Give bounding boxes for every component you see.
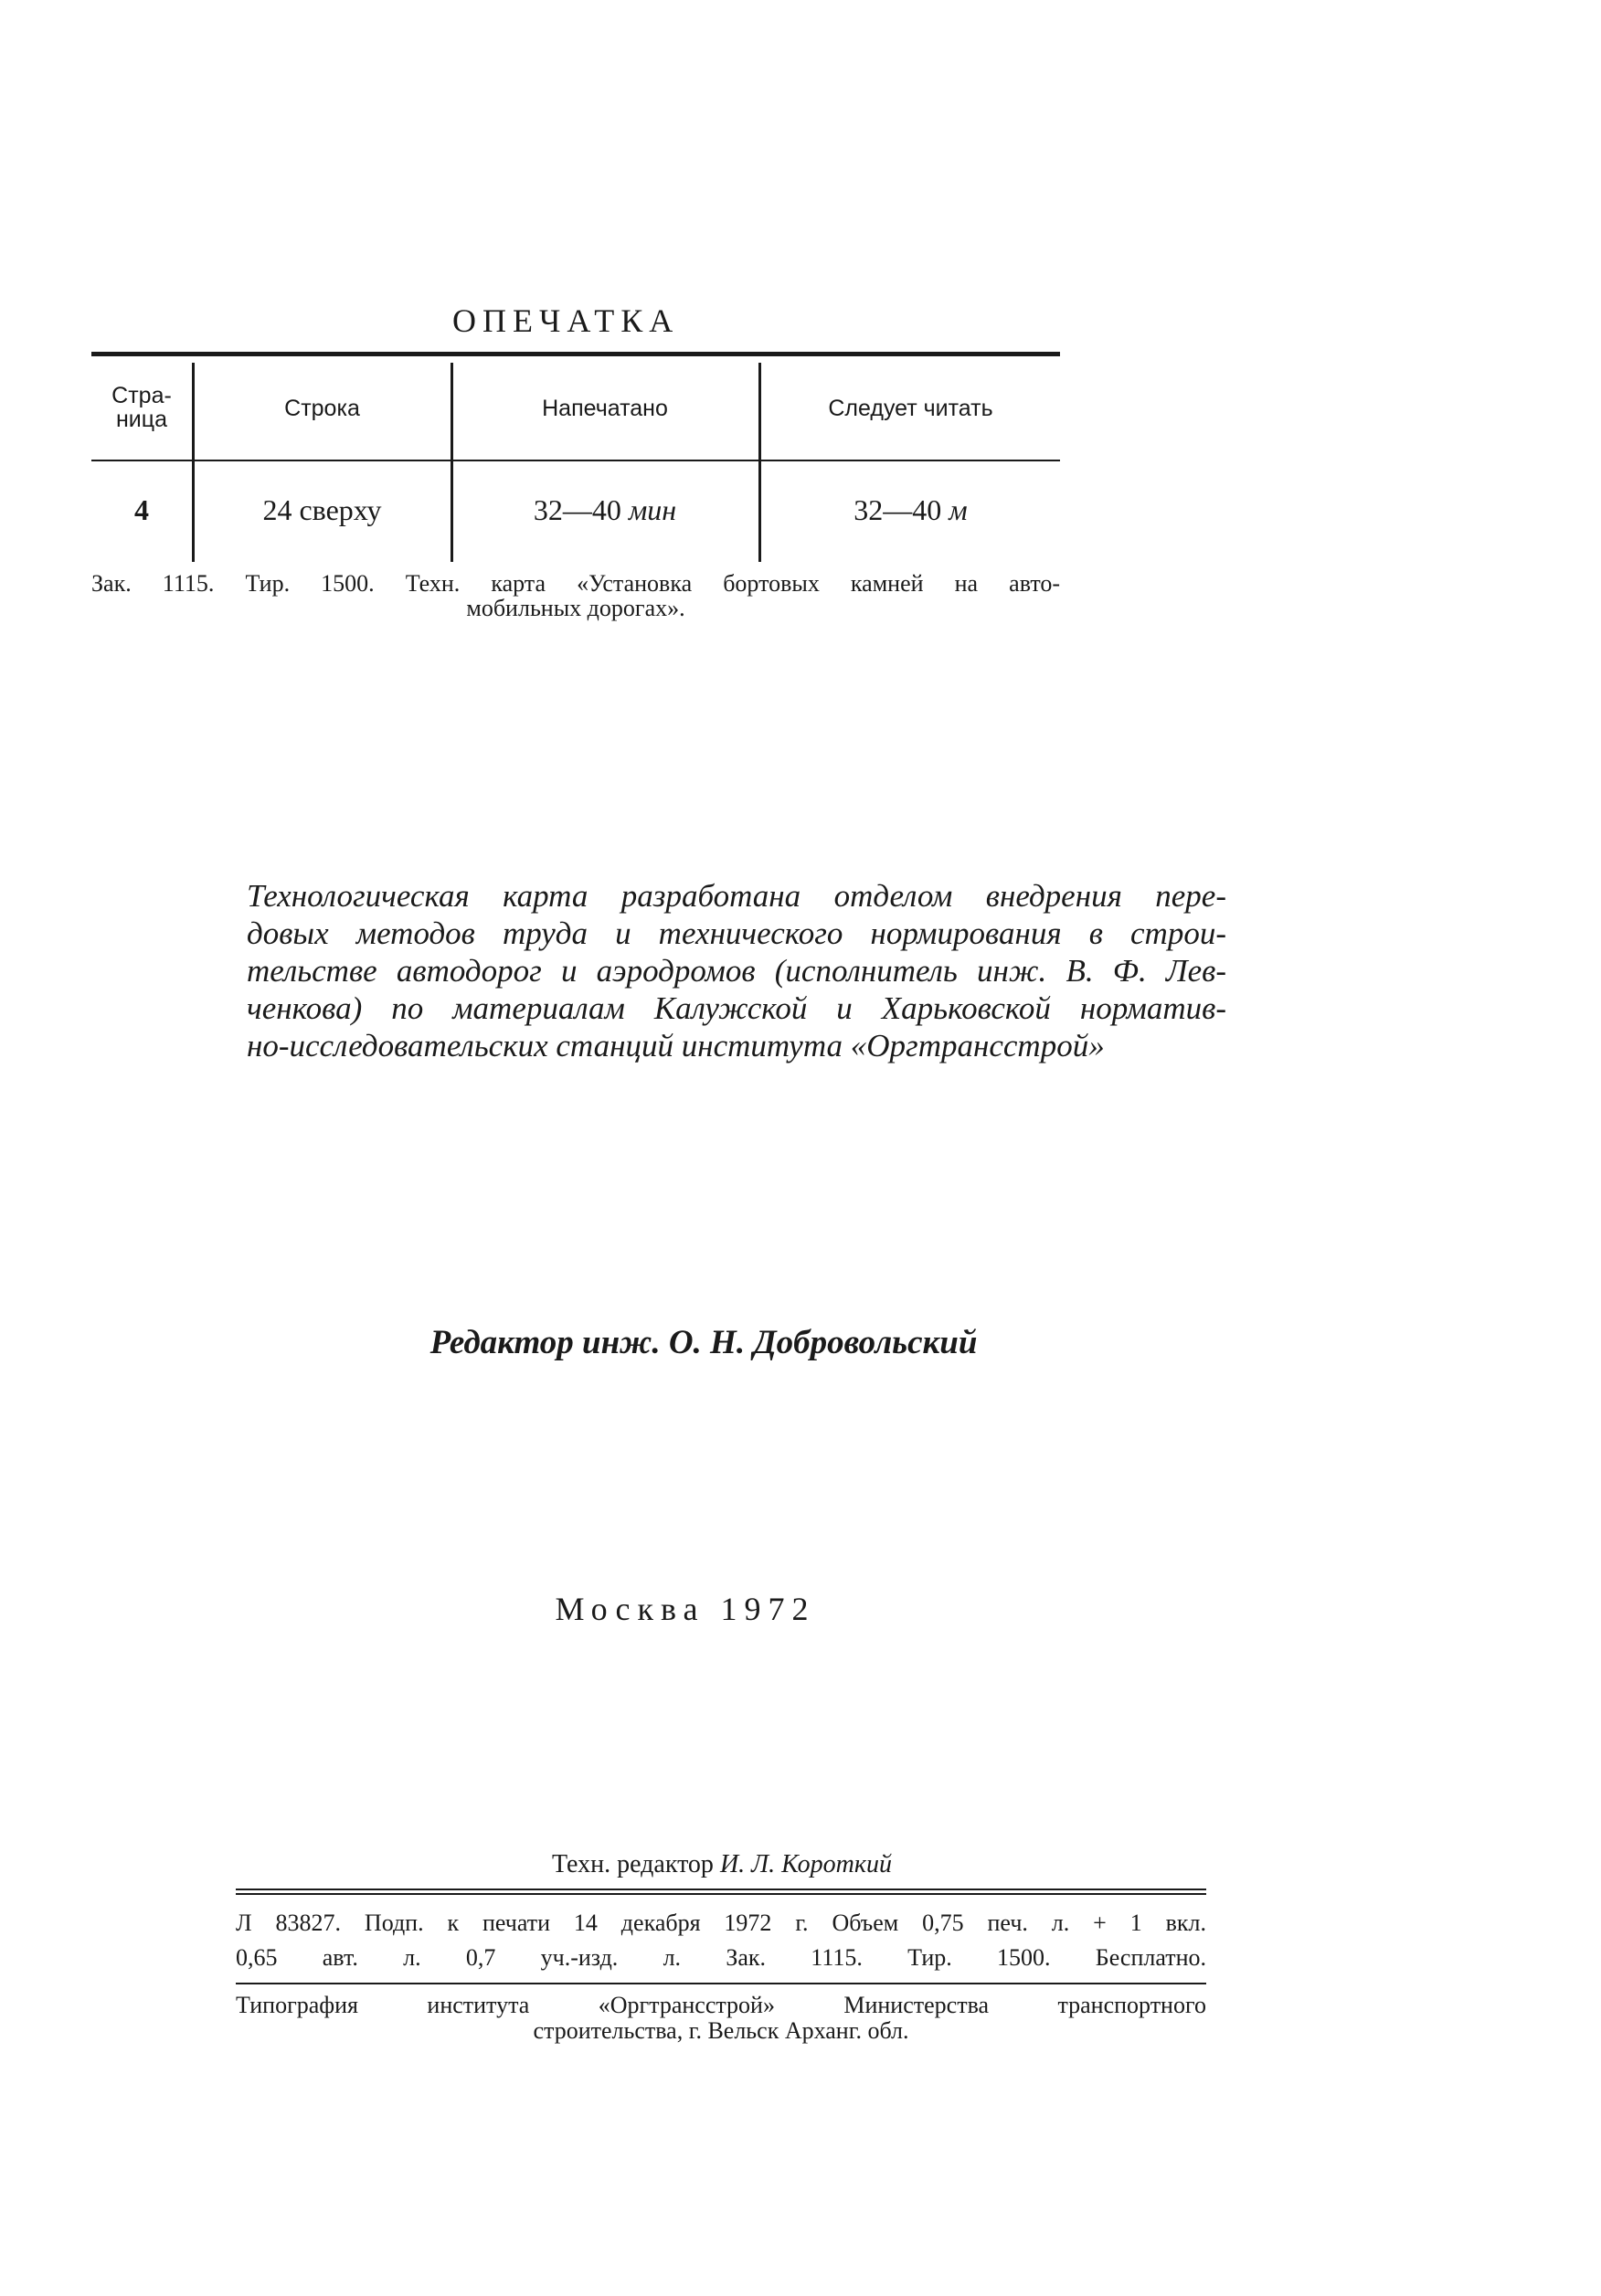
header-printed: Напечатано xyxy=(542,396,668,421)
description-line: Технологическая карта разработана отделом внедрения пере- xyxy=(247,878,1226,914)
cell-line: 24 сверху xyxy=(262,493,382,526)
header-page-line1: Стра- xyxy=(111,383,172,408)
errata-footnote-line2: мобильных дорогах». xyxy=(466,595,685,621)
city-year: Москва 1972 xyxy=(555,1591,816,1627)
header-page-line2: ница xyxy=(116,407,167,432)
column-divider xyxy=(192,363,195,562)
tech-editor-credit xyxy=(0,1850,1444,1879)
header-should-read: Следует читать xyxy=(828,396,993,421)
errata-footnote xyxy=(91,571,1060,620)
imprint-line: Типография института «Оргтрансстрой» Министерства транспортного xyxy=(236,1992,1206,2018)
imprint-line: строительства, г. Вельск Арханг. обл. xyxy=(533,2017,909,2044)
editor-credit: Редактор инж. О. Н. Добровольский xyxy=(429,1324,978,1361)
cell-printed xyxy=(454,493,756,527)
cell-printed-value: 32—40 xyxy=(533,493,621,526)
description-line: но-исследовательских станций института «Оргтрансстрой» xyxy=(247,1028,1105,1063)
cell-should-unit: м xyxy=(949,493,968,526)
errata-footnote-line1: Зак. 1115. Тир. 1500. Техн. карта «Установка бортовых камней на авто- xyxy=(91,570,1060,597)
cell-printed-unit: мин xyxy=(628,493,677,526)
tech-editor-label: Техн. редактор xyxy=(552,1850,714,1878)
imprint-line: 0,65 авт. л. 0,7 уч.-изд. л. Зак. 1115. Тир. 1500. Бесплатно. xyxy=(236,1944,1206,1971)
errata-header-rule xyxy=(91,460,1060,461)
cell-page: 4 xyxy=(134,493,149,526)
tech-editor-name: И. Л. Короткий xyxy=(719,1850,892,1878)
imprint-double-rule xyxy=(236,1889,1206,1895)
header-line: Строка xyxy=(284,396,360,421)
cell-should-read xyxy=(761,493,1060,527)
errata-title: ОПЕЧАТКА xyxy=(452,302,680,339)
imprint-rule xyxy=(236,1983,1206,1984)
column-divider xyxy=(758,363,761,562)
column-divider xyxy=(451,363,453,562)
description-line: довых методов труда и технического нормирования в строи- xyxy=(247,915,1226,951)
imprint-line: Л 83827. Подп. к печати 14 декабря 1972 г. Объем 0,75 печ. л. + 1 вкл. xyxy=(236,1910,1206,1936)
description-line: ченкова) по материалам Калужской и Харьковской норматив- xyxy=(247,990,1226,1026)
errata-top-rule xyxy=(91,352,1060,356)
description-line: тельстве автодорог и аэродромов (исполнитель инж. В. Ф. Лев- xyxy=(247,953,1226,989)
header-page xyxy=(91,384,192,431)
cell-should-value: 32—40 xyxy=(854,493,942,526)
description-paragraph xyxy=(247,877,1226,1064)
